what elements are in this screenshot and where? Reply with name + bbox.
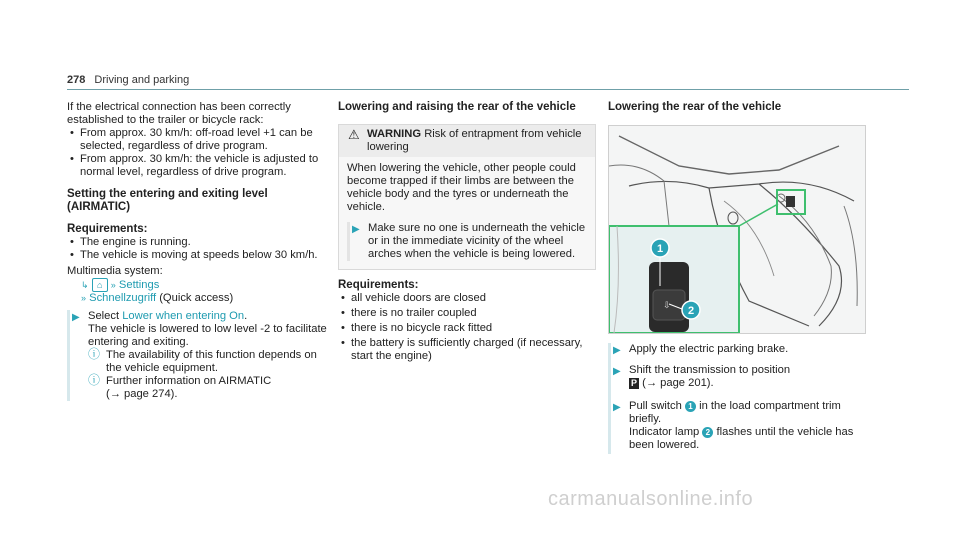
- step-arrow-icon: ▶: [613, 402, 621, 413]
- info-icon: ⓘ: [88, 373, 101, 387]
- nav-path-settings[interactable]: [67, 278, 329, 292]
- header-divider: [67, 89, 909, 90]
- warning-step-text: Make sure no one is underneath the vehicle or in the immediate vicinity of the wheel arches when the vehicle is being lowered.: [368, 222, 586, 260]
- warning-triangle-icon: ⚠: [348, 127, 360, 142]
- page-number: 278: [67, 74, 86, 86]
- instruction-step: [608, 343, 864, 362]
- step-text: Shift the transmission to position: [629, 364, 791, 376]
- warning-body: [339, 157, 595, 269]
- quick-access-suffix: (Quick access): [159, 292, 234, 304]
- warning-title: Risk of entrapment from vehicle lowering: [367, 128, 582, 153]
- quick-access-link[interactable]: Schnellzugriff: [89, 292, 157, 304]
- watermark: carmanualsonline.info: [548, 488, 754, 510]
- list-item: • The vehicle is moving at speeds below 30 km/h.: [67, 249, 329, 262]
- park-position-symbol: P: [630, 378, 637, 388]
- multimedia-label: Multimedia system:: [67, 265, 163, 277]
- instruction-step: [608, 362, 864, 396]
- section-heading: Setting the entering and exiting level (AIRMATIC): [67, 188, 268, 213]
- column-right-steps: [608, 343, 864, 454]
- column-middle: [338, 101, 596, 363]
- step-text: in the load compartment trim briefly.: [629, 400, 841, 425]
- step-result: The vehicle is lowered to low level -2 to facilitate entering and exiting.: [88, 323, 327, 348]
- svg-text:⇩: ⇩: [663, 300, 671, 310]
- requirements-heading: Requirements:: [67, 223, 148, 235]
- step-link-suffix: .: [244, 310, 248, 322]
- step-text: Indicator lamp: [629, 426, 700, 438]
- chevron-right-icon: »: [81, 293, 87, 303]
- warning-text: When lowering the vehicle, other people could become trapped if their limbs are between the vehicle body and the tyres or underneath the vehicle.: [347, 162, 576, 213]
- instruction-step: [67, 310, 329, 401]
- column-right-heading: [608, 101, 864, 114]
- info-note: [88, 349, 329, 375]
- step-arrow-icon: ▶: [613, 345, 621, 356]
- step-text: Pull switch: [629, 400, 682, 412]
- load-compartment-figure: [608, 125, 866, 334]
- warning-header: [339, 125, 595, 157]
- callout-2-badge: 2: [702, 427, 713, 438]
- info-icon: ⓘ: [88, 347, 101, 361]
- list-item: • there is no bicycle rack fitted: [338, 322, 596, 335]
- section-heading: Lowering the rear of the vehicle: [608, 101, 782, 113]
- column-left: [67, 101, 329, 401]
- step-text: Apply the electric parking brake.: [629, 343, 789, 355]
- list-item: • The engine is running.: [67, 236, 329, 249]
- section-title: Driving and parking: [94, 74, 190, 86]
- warning-box: [338, 124, 596, 270]
- callout-2-label: 2: [687, 305, 695, 317]
- home-icon: ⌂: [92, 278, 108, 292]
- page-reference-link[interactable]: (→ page 201).: [642, 377, 714, 389]
- step-text: flashes until the vehicle has been lowered.: [629, 426, 854, 451]
- list-item: • all vehicle doors are closed: [338, 292, 596, 305]
- warning-label: WARNING: [367, 128, 422, 140]
- list-item: • From approx. 30 km/h: off-road level +1 can be selected, regardless of drive program.: [67, 127, 329, 153]
- step-arrow-icon: ▶: [352, 224, 360, 235]
- warning-step: [347, 222, 587, 261]
- intro-text: If the electrical connection has been correctly established to the trailer or bicycle rack:: [67, 101, 291, 126]
- requirements-heading: Requirements:: [338, 279, 419, 291]
- section-heading: Lowering and raising the rear of the vehicle: [338, 101, 576, 113]
- lower-when-entering-option[interactable]: Lower when entering On: [122, 310, 245, 322]
- instruction-step: [608, 396, 864, 454]
- callout-1-badge: 1: [685, 401, 696, 412]
- chevron-right-icon: »: [110, 279, 116, 290]
- page-reference-link[interactable]: (→ page 274).: [106, 388, 178, 400]
- list-item: • the battery is sufficiently charged (if necessary, start the engine): [338, 337, 596, 363]
- return-arrow-icon: ↳: [81, 279, 89, 290]
- callout-1-label: 1: [656, 243, 664, 255]
- step-arrow-icon: ▶: [613, 366, 621, 377]
- nav-path-quick-access[interactable]: [67, 292, 329, 305]
- step-prefix: Select: [88, 310, 120, 322]
- note-text: The availability of this function depends on the vehicle equipment.: [106, 349, 317, 374]
- settings-link[interactable]: Settings: [118, 278, 160, 291]
- step-arrow-icon: ▶: [72, 312, 80, 323]
- note-text: Further information on AIRMATIC: [106, 375, 272, 387]
- page-header: [67, 74, 189, 87]
- list-item: • there is no trailer coupled: [338, 307, 596, 320]
- info-note: [88, 375, 329, 401]
- list-item: • From approx. 30 km/h: the vehicle is adjusted to normal level, regardless of drive program.: [67, 153, 329, 179]
- trunk-illustration: [609, 126, 865, 333]
